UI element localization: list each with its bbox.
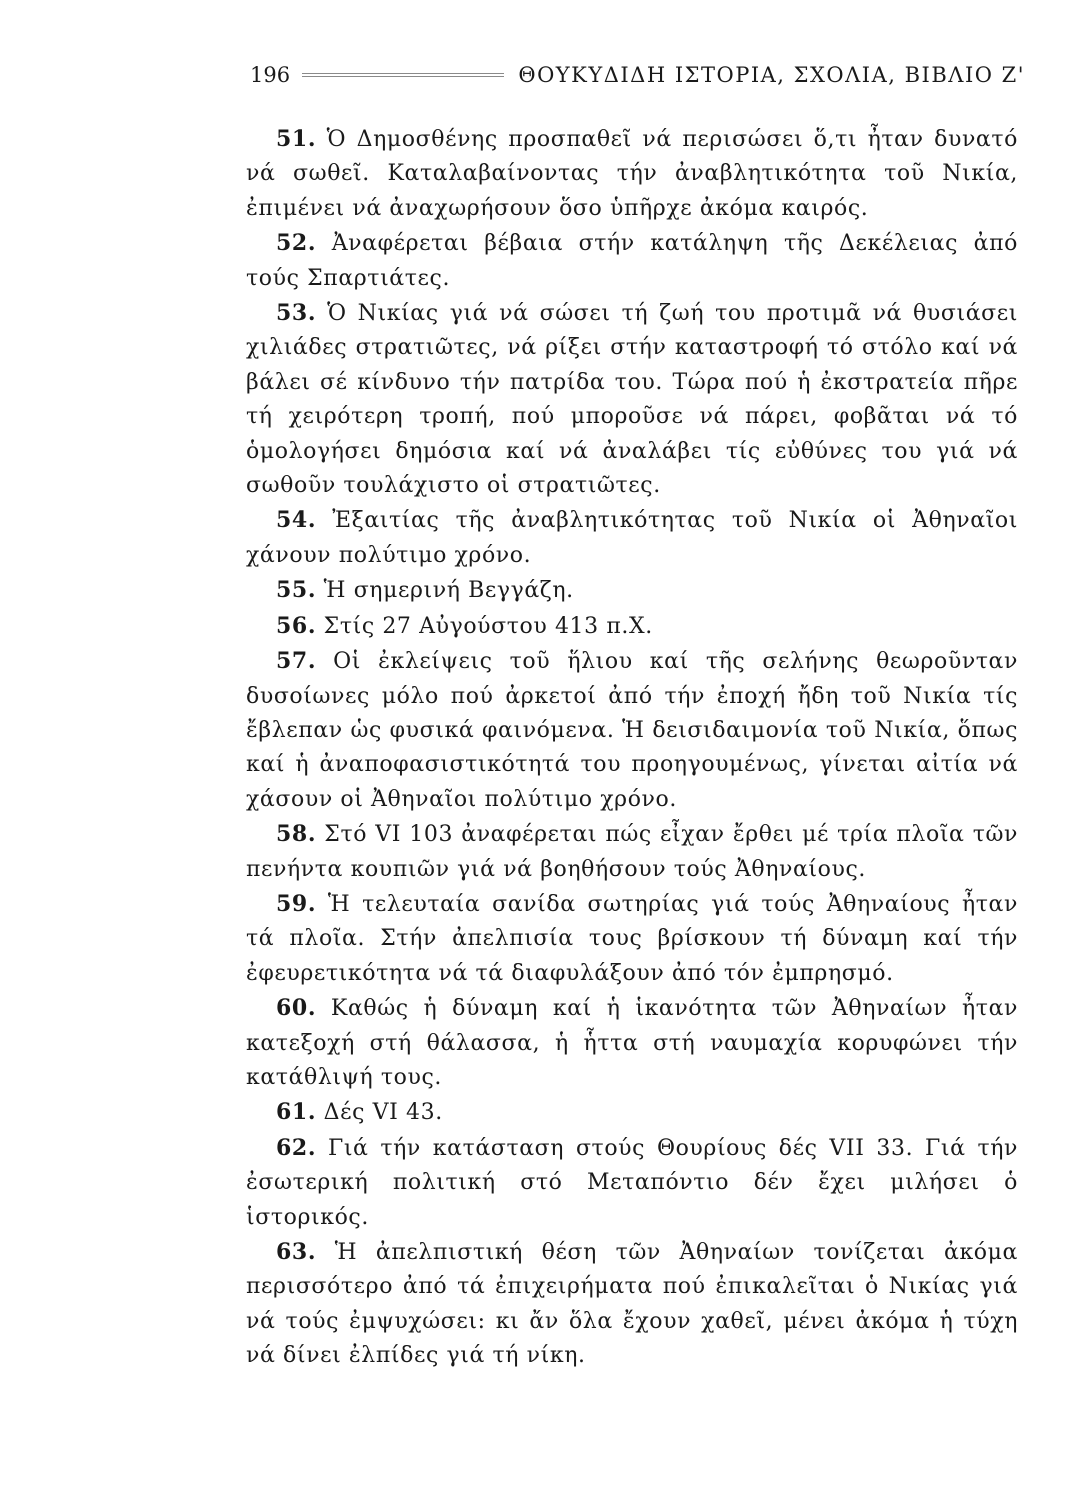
running-head — [250, 60, 1025, 90]
notes-list — [246, 122, 1018, 1374]
note-text: Ἀναφέρεται βέβαια στήν κατάληψη τῆς Δεκέλειας ἀπό τούς Σπαρτιάτες. — [246, 231, 1018, 291]
note-text: Στίς 27 Αὐγούστου 413 π.Χ. — [316, 613, 653, 639]
note-number: 53. — [276, 300, 317, 327]
note-number: 51. — [276, 126, 317, 152]
note-53 — [246, 296, 1018, 503]
note-62 — [246, 1131, 1018, 1235]
note-number: 59. — [276, 890, 317, 917]
note-text: Στό VI 103 ἀναφέρεται πώς εἶχαν ἔρθει μέ τρία πλοῖα τῶν πενήντα κουπιῶν γιά νά βοηθήσουν τούς Ἀθηναίους. — [246, 822, 1018, 882]
note-52 — [246, 226, 1018, 296]
note-number: 60. — [276, 995, 317, 1022]
note-number: 58. — [276, 821, 317, 848]
note-text: Ἡ ἀπελπιστική θέση τῶν Ἀθηναίων τονίζεται ἀκόμα περισσότερο ἀπό τά ἐπιχειρήματα πού ἐπικαλεῖται ὁ Νικίας γιά νά τούς ἐμψυχώσει: κι ἄν ὅλα ἔχουν χαθεῖ, μένει ἀκόμα ἡ τύχη νά δίνει ἐλπίδες γιά τή νίκη. — [246, 1240, 1018, 1369]
note-text: Δές VI 43. — [316, 1100, 443, 1126]
note-58 — [246, 817, 1018, 887]
note-text: Ὁ Νικίας γιά νά σώσει τή ζωή του προτιμᾶ νά θυσιάσει χιλιάδες στρατιῶτες, νά ρίξει στήν καταστροφή τό στόλο καί νά βάλει σέ κίνδυνο τήν πατρίδα του. Τώρα πού ἡ ἐκστρατεία πῆρε τή χειρότερη τροπή, πού μποροῦσε νά πάρει, φοβᾶται νά τό ὁμολογήσει δημόσια καί νά ἀναλάβει τίς εὐθύνες του γιά νά σωθοῦν τουλάχιστο οἱ στρατιῶτες. — [246, 301, 1018, 499]
note-text: Ἡ σημερινή Βεγγάζη. — [316, 578, 574, 604]
note-text: Οἱ ἐκλείψεις τοῦ ἥλιου καί τῆς σελήνης θεωροῦνταν δυσοίωνες μόλο πού ἀρκετοί ἀπό τήν ἐποχή ἤδη τοῦ Νικία τίς ἔβλεπαν ὡς φυσικά φαινόμενα. Ἡ δεισιδαιμονία τοῦ Νικία, ὅπως καί ἡ ἀναποφασιστικότητά του προηγουμένως, γίνεται αἰτία νά χάσουν οἱ Ἀθηναῖοι πολύτιμο χρόνο. — [246, 649, 1018, 812]
note-57 — [246, 644, 1018, 817]
note-text: Καθώς ἡ δύναμη καί ἡ ἱκανότητα τῶν Ἀθηναίων ἦταν κατεξοχή στή θάλασσα, ἡ ἧττα στή ναυμαχία κορυφώνει τήν κατάθλιψή τους. — [246, 996, 1018, 1090]
note-61 — [246, 1095, 1018, 1130]
note-text: Ἡ τελευταία σανίδα σωτηρίας γιά τούς Ἀθηναίους ἦταν τά πλοῖα. Στήν ἀπελπισία τους βρίσκουν τή δύναμη καί τήν ἐφευρετικότητα νά τά διαφυλάξουν ἀπό τόν ἐμπρησμό. — [246, 891, 1018, 986]
note-text: Ὁ Δημοσθένης προσπαθεῖ νά περισώσει ὅ,τι ἦταν δυνατό νά σωθεῖ. Καταλαβαίνοντας τήν ἀναβλητικότητα τοῦ Νικία, ἐπιμένει νά ἀναχωρήσουν ὅσο ὑπῆρχε ἀκόμα καιρός. — [246, 127, 1018, 221]
note-59 — [246, 887, 1018, 991]
page-number: 196 — [250, 63, 291, 87]
note-number: 62. — [276, 1134, 317, 1161]
note-51 — [246, 122, 1018, 226]
note-number: 54. — [276, 507, 317, 534]
note-number: 61. — [276, 1099, 317, 1126]
note-54 — [246, 503, 1018, 573]
note-63 — [246, 1235, 1018, 1374]
note-60 — [246, 991, 1018, 1095]
note-text: Ἐξαιτίας τῆς ἀναβλητικότητας τοῦ Νικία οἱ Ἀθηναῖοι χάνουν πολύτιμο χρόνο. — [246, 508, 1018, 568]
running-title: ΘΟΥΚΥΔΙΔΗ ΙΣΤΟΡΙΑ, ΣΧΟΛΙΑ, ΒΙΒΛΙΟ Ζ' — [518, 63, 1025, 87]
header-rule — [302, 73, 504, 77]
note-number: 57. — [276, 648, 317, 675]
note-55 — [246, 573, 1018, 608]
note-number: 55. — [276, 577, 317, 604]
note-number: 52. — [276, 230, 317, 257]
note-text: Γιά τήν κατάσταση στούς Θουρίους δές VII 33. Γιά τήν ἐσωτερική πολιτική στό Μεταπόντιο δέν ἔχει μιλήσει ὁ ἱστορικός. — [246, 1135, 1018, 1230]
note-number: 63. — [276, 1239, 317, 1265]
note-56 — [246, 609, 1018, 644]
note-number: 56. — [276, 612, 317, 639]
